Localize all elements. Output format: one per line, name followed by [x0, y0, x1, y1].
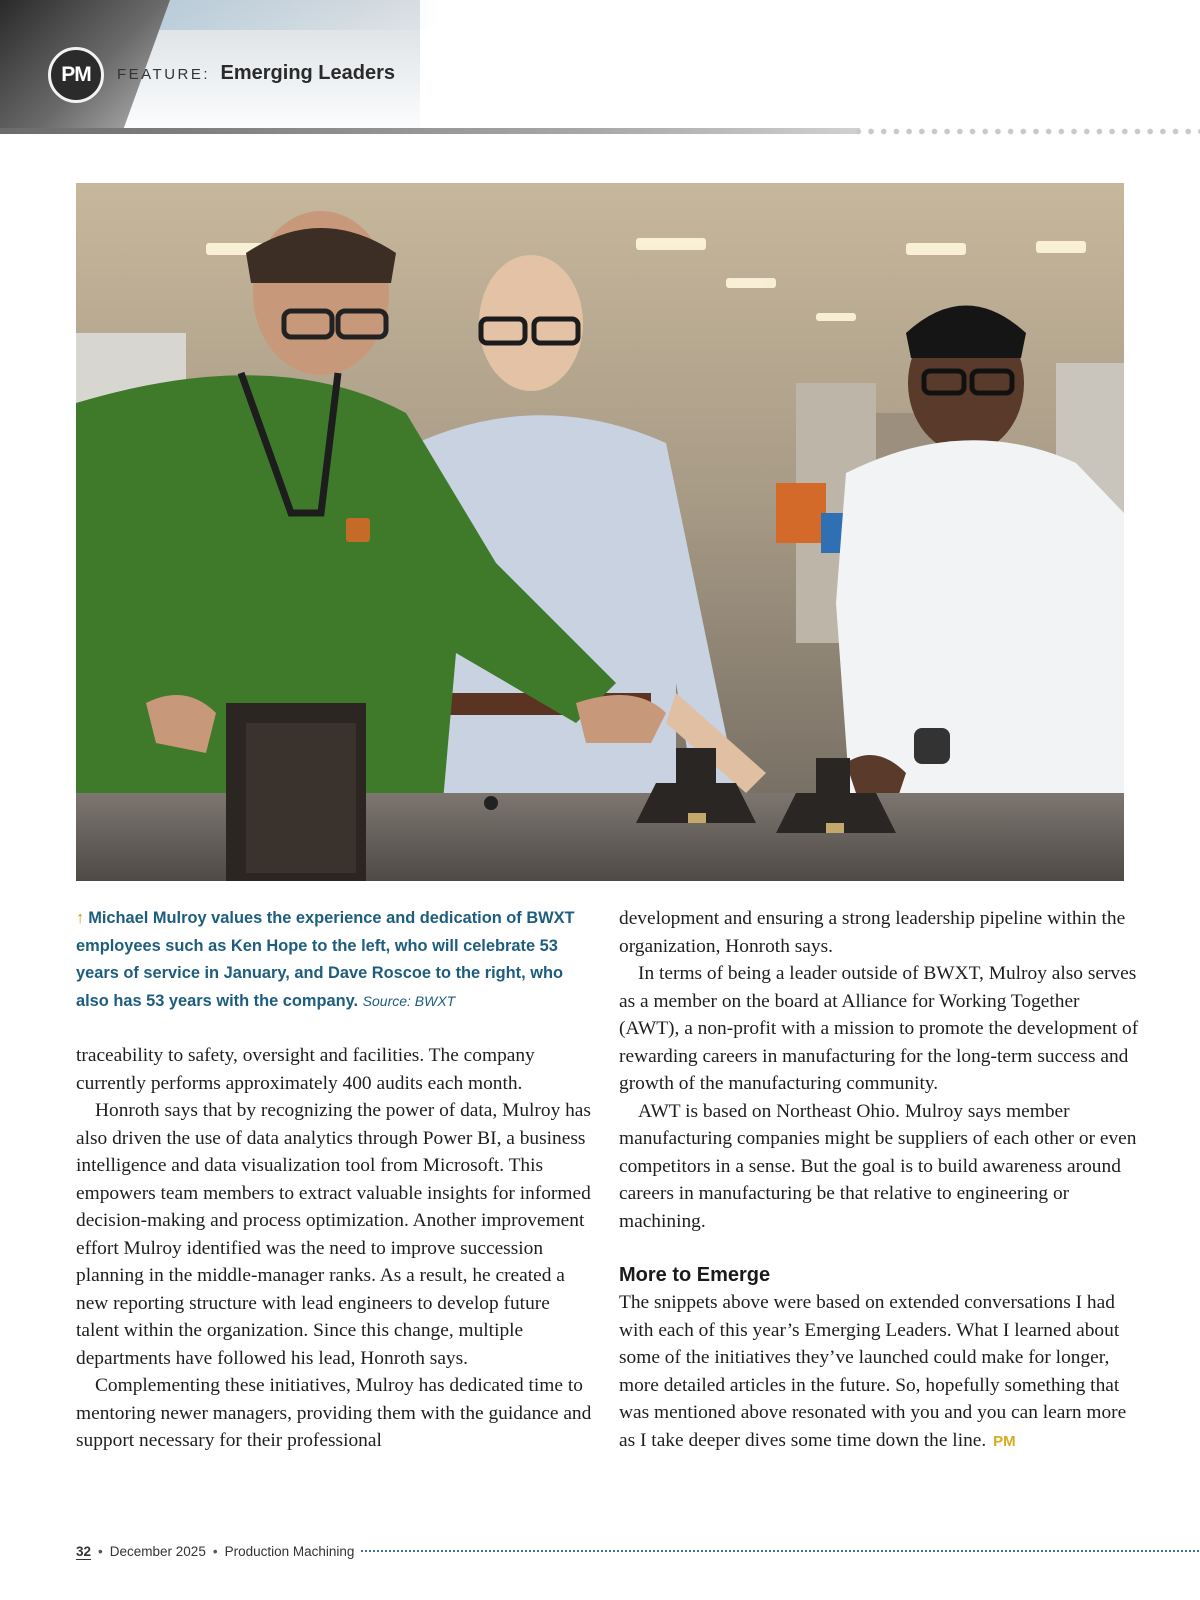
- footer-separator: •: [98, 1543, 103, 1559]
- issue-date: December 2025: [109, 1543, 206, 1559]
- caption-source: Source: BWXT: [362, 992, 456, 1009]
- header-rule: [0, 128, 860, 134]
- body-paragraph: development and ensuring a strong leadership pipeline within the organization, Honroth says.: [619, 908, 1126, 957]
- pm-logo: PM: [48, 47, 104, 103]
- closing-paragraph: [619, 1289, 1139, 1455]
- body-paragraph: In terms of being a leader outside of BWXT, Mulroy also serves as a member on the board at Alliance for Working Together (AWT), a non-profit with a mission to promote the development of rewarding careers in manufacturing for the long-term success and growth of the manufacturing community.: [619, 963, 1139, 1094]
- photo-image: [76, 183, 1124, 881]
- header-sky-strip: [140, 0, 440, 30]
- section-title: Emerging Leaders: [220, 62, 396, 84]
- arrow-up-icon: ↑: [76, 909, 85, 927]
- end-mark: PM: [993, 1432, 1016, 1450]
- caption-text: Michael Mulroy values the experience and dedication of BWXT employees such as Ken Hope to the left, who will celebrate 53 years of service in January, and Dave Roscoe to the right, who also has 53 years with the company.: [76, 909, 575, 1010]
- article-photo: [76, 183, 1124, 881]
- body-paragraph: Honroth says that by recognizing the power of data, Mulroy has also driven the use of data analytics through Power BI, a business intelligence and data visualization tool from Microsoft. This empowers team members to extract valuable insights for informed decision-making and process optimization. Another improvement effort Mulroy identified was the need to improve succession planning in the middle-manager ranks. As a result, he created a new reporting structure with lead engineers to develop future talent within the organization. Since this change, multiple departments have followed his lead, Honroth says.: [76, 1100, 591, 1369]
- body-paragraph: AWT is based on Northeast Ohio. Mulroy says member manufacturing companies might be suppliers of each other or even competitors in a sense. But the goal is to build awareness around careers in manufacturing be that relative to engineering or machining.: [619, 1100, 1137, 1232]
- header-dot-rule: [852, 128, 1200, 135]
- subheading: More to Emerge: [619, 1264, 771, 1286]
- closing-text: The snippets above were based on extended conversations I had with each of this year’s Emerging Leaders. What I learned about some of the initiatives they’ve launched could make for longer, more detailed articles in the future. So, hopefully something that was mentioned above resonated with you and you can learn more as I take deeper dives some time down the line.: [619, 1292, 1127, 1451]
- right-column: [619, 905, 1139, 1455]
- footer-separator: •: [212, 1543, 218, 1559]
- photo-caption: [76, 905, 588, 1015]
- section-header: [117, 62, 395, 85]
- body-paragraph: Complementing these initiatives, Mulroy has dedicated time to mentoring newer managers, providing them with the guidance and support necessary for their professional: [76, 1375, 592, 1451]
- footer-dot-rule: [360, 1548, 1200, 1554]
- left-column: [76, 1042, 596, 1455]
- body-paragraph: traceability to safety, oversight and facilities. The company currently performs approximately 400 audits each month.: [76, 1045, 535, 1094]
- page-number: 32: [76, 1543, 92, 1559]
- section-label: FEATURE:: [117, 66, 211, 83]
- publication-name: Production Machining: [224, 1543, 355, 1559]
- page-footer: [76, 1539, 1200, 1563]
